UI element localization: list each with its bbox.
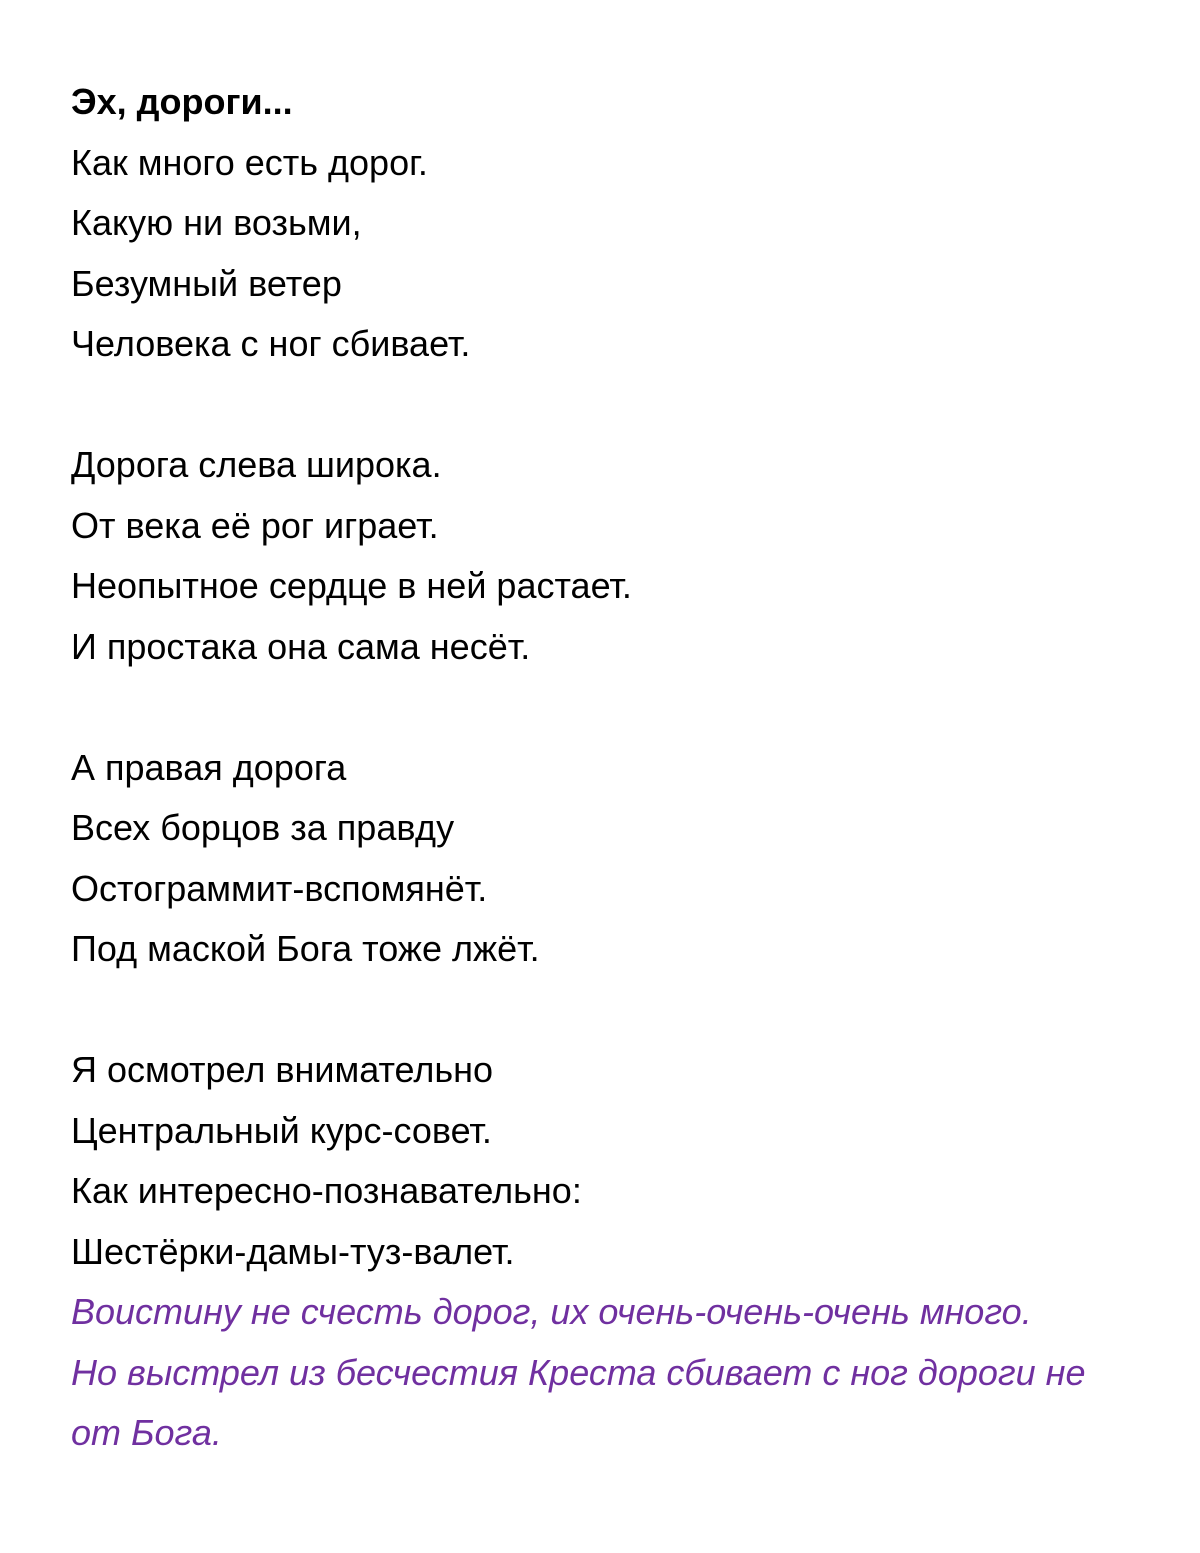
poem-title: Эх, дороги... — [71, 81, 293, 122]
poem-line: Дорога слева широка. — [71, 444, 442, 485]
poem-line: Шестёрки-дамы-туз-валет. — [71, 1230, 515, 1272]
poem-line: Я осмотрел внимательно — [71, 1049, 494, 1090]
closing-line: Но выстрел из бесчестия Креста сбивает с ног дороги не от Бога. — [71, 1351, 1086, 1453]
poem-line: Под маской Бога тоже лжёт. — [71, 928, 540, 969]
poem-line: Центральный курс-совет. — [71, 1109, 492, 1151]
stanza-gap — [71, 980, 1161, 1041]
poem-line: Всех борцов за правду — [71, 807, 455, 848]
poem-line: И простака она сама несёт. — [71, 625, 531, 667]
poem-line: Человека с ног сбивает. — [71, 323, 471, 364]
stanza-1 — [71, 133, 1161, 375]
poem-line: А правая дорога — [71, 746, 347, 788]
poem-line: От века её рог играет. — [71, 504, 439, 546]
poem-line: Как интересно-познавательно: — [71, 1170, 582, 1211]
stanza-2 — [71, 435, 1161, 677]
closing-line: Воистину не счесть дорог, их очень-очень-очень много. — [71, 1291, 1032, 1332]
poem-line: Безумный ветер — [71, 262, 342, 304]
poem-line: Какую ни возьми, — [71, 202, 362, 243]
stanza-4 — [71, 1040, 1161, 1282]
stanza-gap — [71, 677, 1161, 738]
closing-stanza — [71, 1282, 1161, 1464]
poem-line: Остограммит-вспомянёт. — [71, 867, 488, 909]
poem-line: Неопытное сердце в ней растает. — [71, 565, 632, 606]
stanza-3 — [71, 738, 1161, 980]
stanza-gap — [71, 375, 1161, 436]
poem — [71, 72, 1161, 1464]
poem-line: Как много есть дорог. — [71, 141, 428, 183]
